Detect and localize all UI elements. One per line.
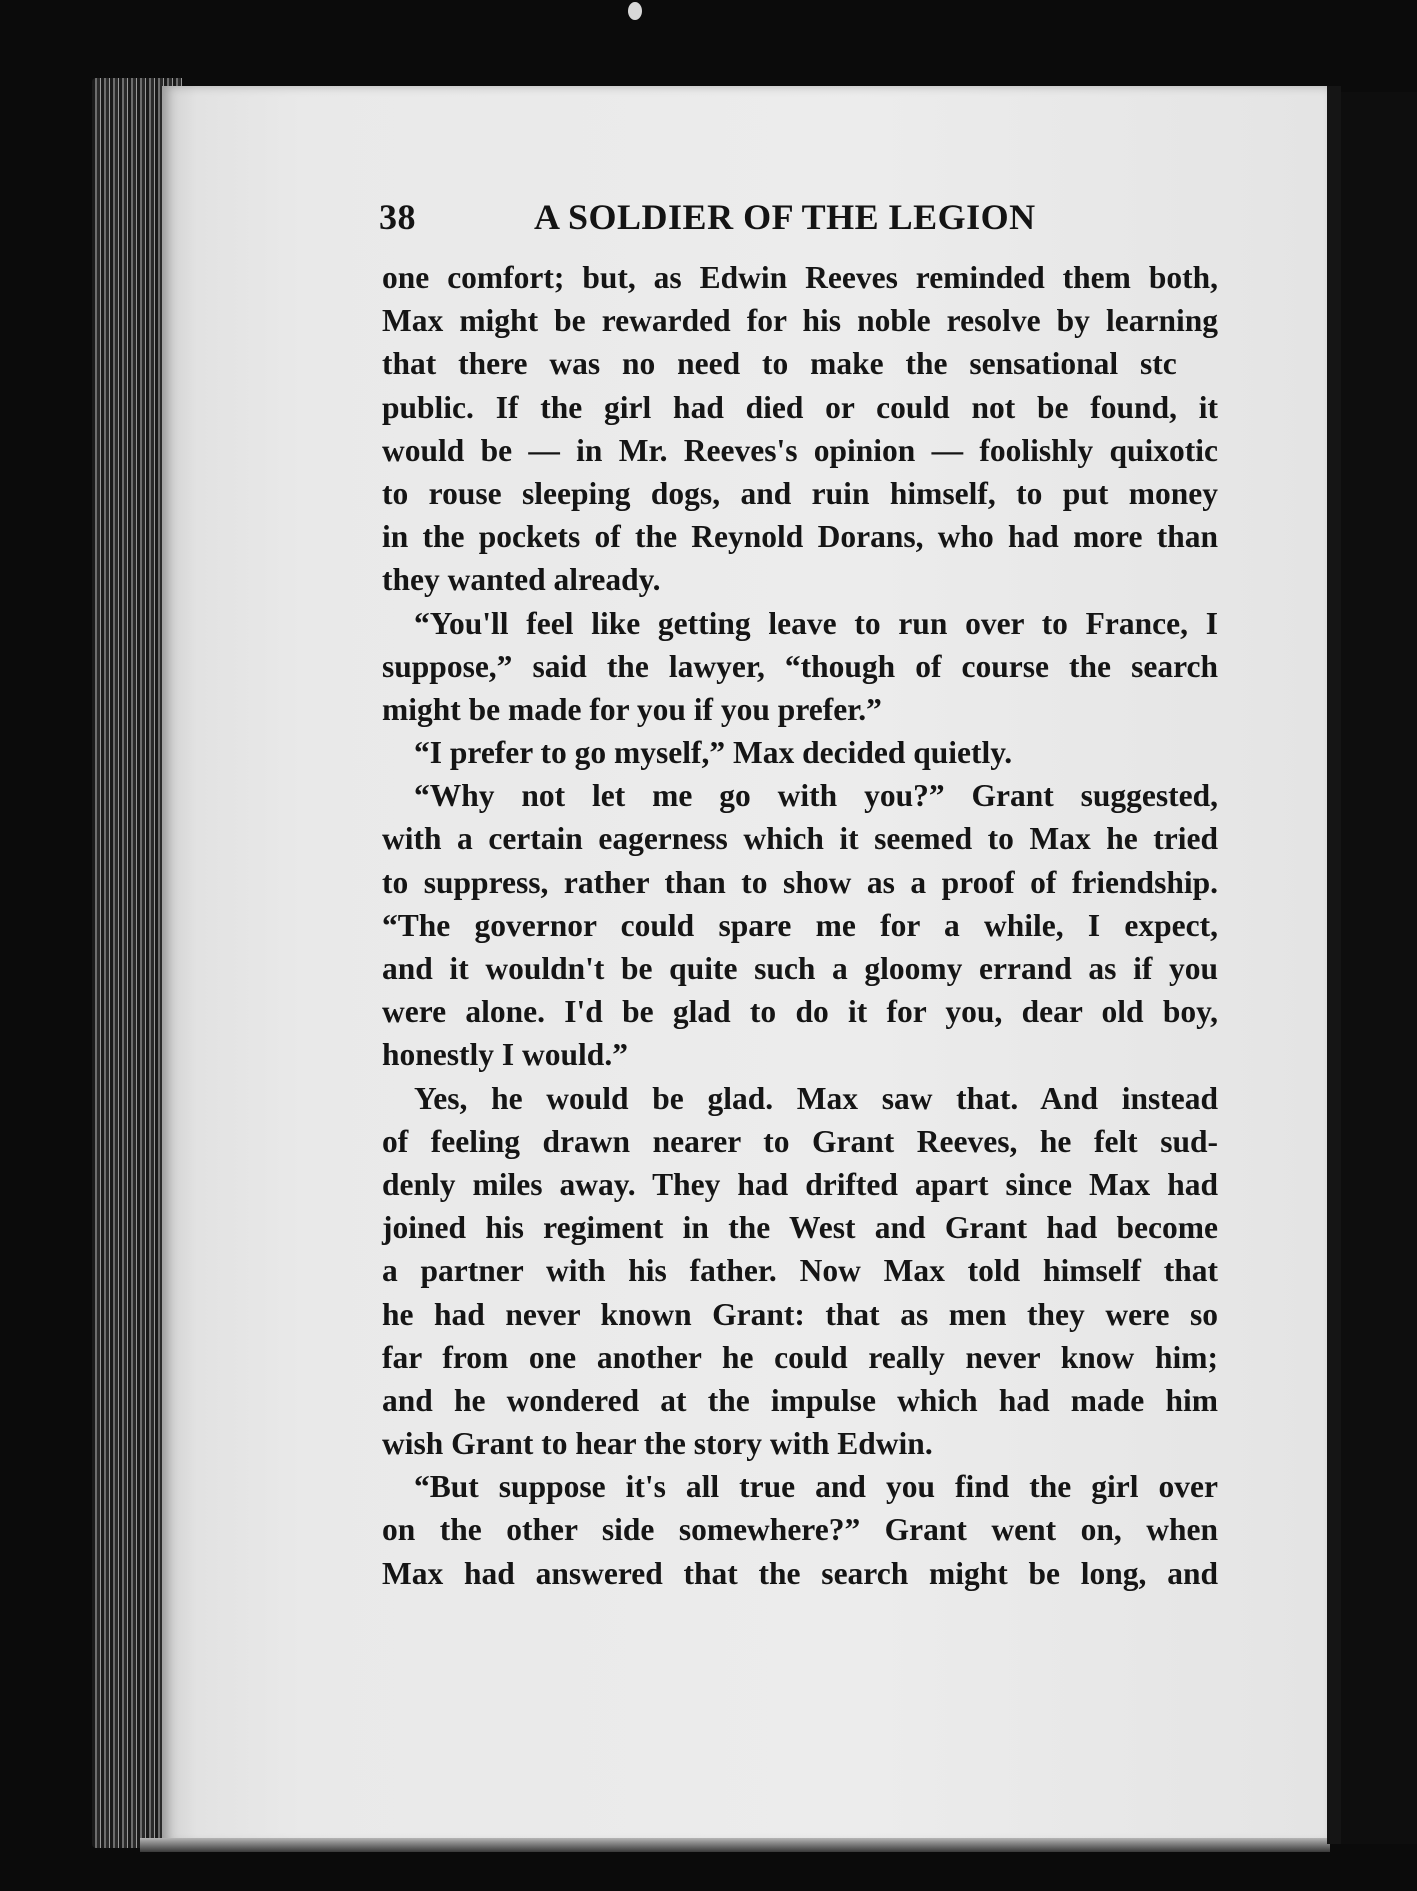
- text-line: and it wouldn't be quite such a gloomy errand as if you: [382, 951, 1218, 986]
- text-line: one comfort; but, as Edwin Reeves reminded them both,: [382, 260, 1218, 295]
- text-line: with a certain eagerness which it seemed to Max he tried: [382, 821, 1218, 857]
- text-line: “But suppose it's all true and you find the girl over: [414, 1469, 1218, 1505]
- text-line: far from one another he could really never know him;: [382, 1339, 1218, 1375]
- text-line: wish Grant to hear the story with Edwin.: [382, 1426, 933, 1462]
- running-title: A SOLDIER OF THE LEGION: [534, 197, 1036, 237]
- text-line: “I prefer to go myself,” Max decided quietly.: [414, 735, 1013, 771]
- scan-speck: [628, 2, 642, 20]
- text-line: in the pockets of the Reynold Dorans, who had more than: [382, 519, 1218, 555]
- text-line: on the other side somewhere?” Grant went on, when: [382, 1512, 1218, 1548]
- text-line: Max had answered that the search might be long, and: [382, 1555, 1218, 1591]
- text-line: denly miles away. They had drifted apart since Max had: [382, 1166, 1218, 1202]
- text-line: suppose,” said the lawyer, “though of course the search: [382, 648, 1218, 684]
- facing-page-strip: [1341, 92, 1417, 1844]
- text-line: public. If the girl had died or could not be found, it: [382, 389, 1218, 425]
- text-line: of feeling drawn nearer to Grant Reeves, he felt sud-: [382, 1123, 1218, 1159]
- page-header: [379, 190, 1219, 240]
- text-line: honestly I would.”: [382, 1037, 628, 1073]
- text-line: “The governor could spare me for a while, I expect,: [382, 907, 1218, 943]
- page-number: 38: [379, 197, 416, 237]
- text-line: and he wondered at the impulse which had made him: [382, 1382, 1218, 1418]
- text-line: to suppress, rather than to show as a proof of friendship.: [382, 864, 1218, 900]
- body-text: [382, 256, 1218, 1595]
- text-line: would be — in Mr. Reeves's opinion — foolishly quixotic: [382, 432, 1218, 468]
- text-line: he had never known Grant: that as men they were so: [382, 1296, 1218, 1332]
- text-line: a partner with his father. Now Max told himself that: [382, 1253, 1218, 1289]
- page-gutter-shadow: [1327, 86, 1341, 1844]
- text-line: “You'll feel like getting leave to run over to France, I: [414, 605, 1218, 641]
- text-line: that there was no need to make the sensational stc: [382, 346, 1177, 382]
- text-line: joined his regiment in the West and Grant had become: [382, 1210, 1218, 1246]
- page-bottom-edge: [140, 1838, 1330, 1852]
- text-line: Max might be rewarded for his noble resolve by learning: [382, 303, 1218, 339]
- text-line: were alone. I'd be glad to do it for you, dear old boy,: [382, 994, 1218, 1030]
- text-line: “Why not let me go with you?” Grant suggested,: [414, 778, 1218, 814]
- text-line: to rouse sleeping dogs, and ruin himself, to put money: [382, 475, 1218, 511]
- text-line: might be made for you if you prefer.”: [382, 691, 882, 727]
- text-line: they wanted already.: [382, 562, 661, 598]
- text-line: Yes, he would be glad. Max saw that. And instead: [414, 1080, 1218, 1116]
